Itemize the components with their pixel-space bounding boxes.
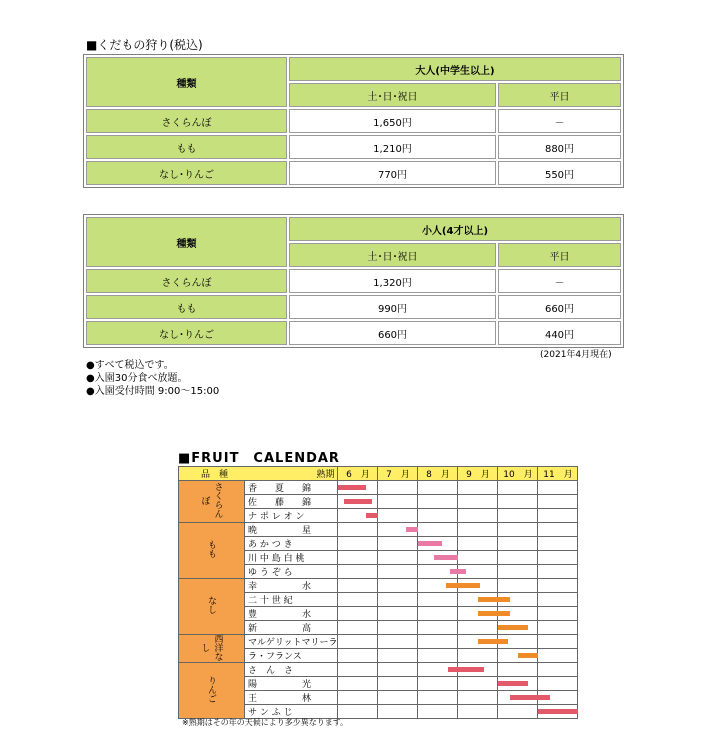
month-cell bbox=[498, 537, 538, 551]
month-cell bbox=[538, 551, 578, 565]
month-cell bbox=[458, 565, 498, 579]
season-bar bbox=[478, 639, 498, 644]
note-item: ●入園受付時間 9:00～15:00 bbox=[86, 386, 220, 397]
month-cell bbox=[458, 705, 498, 719]
month-cell bbox=[338, 677, 378, 691]
month-cell bbox=[458, 691, 498, 705]
season-bar bbox=[510, 695, 538, 700]
table-row bbox=[86, 269, 621, 293]
month-cell bbox=[378, 635, 418, 649]
month-cell bbox=[378, 523, 418, 537]
month-cell bbox=[498, 551, 538, 565]
weekend-price: 990円 bbox=[289, 295, 496, 319]
season-bar bbox=[478, 597, 498, 602]
child-price-table bbox=[83, 214, 624, 348]
month-cell bbox=[498, 691, 538, 705]
month-cell bbox=[498, 663, 538, 677]
month-cell bbox=[498, 495, 538, 509]
month-cell bbox=[498, 621, 538, 635]
table-row bbox=[86, 295, 621, 319]
month-cell bbox=[498, 677, 538, 691]
month-cell bbox=[538, 691, 578, 705]
month-cell bbox=[378, 649, 418, 663]
season-bar bbox=[458, 583, 480, 588]
month-cell bbox=[418, 523, 458, 537]
child-group-header: 小人(4才以上) bbox=[289, 217, 621, 241]
fruit-group-label: さくらんぼ bbox=[199, 482, 223, 518]
month-cell bbox=[338, 565, 378, 579]
weekend-price: 1,320円 bbox=[289, 269, 496, 293]
month-cell bbox=[378, 621, 418, 635]
table-row bbox=[86, 109, 621, 133]
fruit-group-label: なし bbox=[206, 596, 216, 614]
season-bar bbox=[434, 555, 458, 560]
month-cell bbox=[378, 551, 418, 565]
month-cell bbox=[538, 705, 578, 719]
month-cell bbox=[538, 607, 578, 621]
month-cell bbox=[538, 537, 578, 551]
month-cell bbox=[418, 649, 458, 663]
month-cell bbox=[458, 607, 498, 621]
month-header: 6 月 bbox=[338, 467, 378, 481]
month-cell bbox=[458, 579, 498, 593]
month-cell bbox=[538, 621, 578, 635]
month-cell bbox=[418, 677, 458, 691]
month-cell bbox=[458, 663, 498, 677]
month-cell bbox=[338, 635, 378, 649]
month-cell bbox=[338, 537, 378, 551]
note-item: ●入園30分食べ放題。 bbox=[86, 373, 188, 384]
month-cell bbox=[538, 593, 578, 607]
month-cell bbox=[338, 481, 378, 495]
weekday-price: － bbox=[498, 269, 621, 293]
month-header: 8 月 bbox=[418, 467, 458, 481]
month-cell bbox=[338, 649, 378, 663]
season-bar bbox=[448, 667, 458, 672]
month-cell bbox=[538, 509, 578, 523]
month-cell bbox=[498, 593, 538, 607]
season-bar bbox=[538, 709, 578, 714]
month-cell bbox=[458, 635, 498, 649]
month-cell bbox=[378, 607, 418, 621]
month-cell bbox=[418, 621, 458, 635]
note-item: ●すべて税込です。 bbox=[86, 360, 174, 371]
fruit-name: もも bbox=[86, 295, 287, 319]
weekday-price: 440円 bbox=[498, 321, 621, 345]
calendar-title: ■FRUIT CALENDAR bbox=[178, 451, 340, 466]
variety-name: 二 十 世 紀 bbox=[245, 593, 338, 607]
fruit-name: なし･りんご bbox=[86, 321, 287, 345]
month-cell bbox=[458, 677, 498, 691]
weekend-price: 770円 bbox=[289, 161, 496, 185]
month-cell bbox=[378, 481, 418, 495]
month-cell bbox=[538, 523, 578, 537]
season-bar bbox=[418, 541, 442, 546]
fruit-calendar bbox=[178, 466, 578, 719]
month-header: 7 月 bbox=[378, 467, 418, 481]
month-cell bbox=[498, 649, 538, 663]
season-bar bbox=[458, 569, 466, 574]
weekday-price: － bbox=[498, 109, 621, 133]
month-cell bbox=[538, 649, 578, 663]
month-cell bbox=[538, 635, 578, 649]
month-cell bbox=[458, 551, 498, 565]
variety-name: ゆ う ぞ ら bbox=[245, 565, 338, 579]
variety-name: 王 林 bbox=[245, 691, 338, 705]
fruit-group bbox=[179, 579, 245, 635]
month-cell bbox=[378, 537, 418, 551]
calendar-header-variety bbox=[179, 467, 338, 481]
type-header: 種類 bbox=[86, 57, 287, 107]
variety-name: さ ん さ bbox=[245, 663, 338, 677]
month-cell bbox=[418, 635, 458, 649]
season-bar bbox=[406, 527, 418, 532]
month-cell bbox=[458, 593, 498, 607]
table-row bbox=[86, 321, 621, 345]
calendar-row bbox=[179, 523, 578, 537]
fruit-group bbox=[179, 635, 245, 663]
weekend-price: 1,650円 bbox=[289, 109, 496, 133]
table-row bbox=[86, 135, 621, 159]
fruit-name: なし･りんご bbox=[86, 161, 287, 185]
month-cell bbox=[378, 579, 418, 593]
month-cell bbox=[418, 663, 458, 677]
fruit-group bbox=[179, 663, 245, 719]
month-cell bbox=[498, 523, 538, 537]
month-cell bbox=[498, 509, 538, 523]
month-cell bbox=[378, 663, 418, 677]
season-bar bbox=[344, 499, 372, 504]
month-cell bbox=[338, 579, 378, 593]
month-cell bbox=[498, 635, 538, 649]
month-cell bbox=[378, 705, 418, 719]
month-cell bbox=[378, 509, 418, 523]
weekday-price: 880円 bbox=[498, 135, 621, 159]
month-cell bbox=[338, 523, 378, 537]
month-cell bbox=[338, 621, 378, 635]
weekday-price: 660円 bbox=[498, 295, 621, 319]
table-row bbox=[86, 161, 621, 185]
month-cell bbox=[418, 509, 458, 523]
month-cell bbox=[418, 551, 458, 565]
weekend-price: 1,210円 bbox=[289, 135, 496, 159]
month-cell bbox=[538, 495, 578, 509]
season-bar bbox=[538, 695, 550, 700]
weekend-header: 土･日･祝日 bbox=[289, 243, 496, 267]
month-cell bbox=[458, 481, 498, 495]
month-cell bbox=[458, 495, 498, 509]
calendar-row bbox=[179, 579, 578, 593]
month-cell bbox=[418, 705, 458, 719]
season-bar bbox=[366, 513, 378, 518]
season-bar bbox=[498, 681, 528, 686]
month-cell bbox=[338, 593, 378, 607]
fruit-group bbox=[179, 481, 245, 523]
variety-name: 香 夏 錦 bbox=[245, 481, 338, 495]
weekday-price: 550円 bbox=[498, 161, 621, 185]
month-cell bbox=[538, 677, 578, 691]
weekend-header: 土･日･祝日 bbox=[289, 83, 496, 107]
month-cell bbox=[418, 579, 458, 593]
month-cell bbox=[538, 481, 578, 495]
month-cell bbox=[458, 621, 498, 635]
season-label: 熟期 bbox=[316, 470, 335, 480]
season-bar bbox=[478, 611, 498, 616]
variety-name: 佐 藤 錦 bbox=[245, 495, 338, 509]
month-cell bbox=[538, 579, 578, 593]
variety-name: 幸 水 bbox=[245, 579, 338, 593]
month-cell bbox=[538, 663, 578, 677]
month-cell bbox=[338, 509, 378, 523]
month-header: 11 月 bbox=[538, 467, 578, 481]
season-bar bbox=[458, 667, 484, 672]
page-title: ■くだもの狩り(税込) bbox=[86, 38, 203, 52]
month-cell bbox=[498, 607, 538, 621]
season-bar bbox=[498, 597, 510, 602]
month-cell bbox=[338, 607, 378, 621]
fruit-group-label: もも bbox=[206, 540, 216, 558]
calendar-note: ※熟期はその年の天候により多少異なります。 bbox=[182, 718, 349, 727]
variety-name: あ か つ き bbox=[245, 537, 338, 551]
notes-list bbox=[86, 359, 219, 398]
month-cell bbox=[458, 649, 498, 663]
month-cell bbox=[498, 565, 538, 579]
month-cell bbox=[378, 677, 418, 691]
variety-name: 晩 星 bbox=[245, 523, 338, 537]
month-cell bbox=[418, 537, 458, 551]
month-cell bbox=[418, 481, 458, 495]
month-cell bbox=[338, 551, 378, 565]
weekend-price: 660円 bbox=[289, 321, 496, 345]
variety-name: 豊 水 bbox=[245, 607, 338, 621]
fruit-group-label: りんご bbox=[206, 675, 216, 703]
season-bar bbox=[518, 653, 538, 658]
fruit-name: もも bbox=[86, 135, 287, 159]
month-cell bbox=[418, 495, 458, 509]
fruit-name: さくらんぼ bbox=[86, 269, 287, 293]
date-note: (2021年4月現在) bbox=[540, 350, 612, 360]
month-cell bbox=[498, 705, 538, 719]
month-cell bbox=[378, 593, 418, 607]
month-cell bbox=[338, 495, 378, 509]
variety-name: 新 高 bbox=[245, 621, 338, 635]
fruit-group bbox=[179, 523, 245, 579]
weekday-header: 平日 bbox=[498, 83, 621, 107]
month-cell bbox=[498, 579, 538, 593]
month-cell bbox=[498, 481, 538, 495]
season-bar bbox=[498, 639, 508, 644]
month-cell bbox=[538, 565, 578, 579]
variety-label: 品 種 bbox=[201, 470, 229, 480]
fruit-name: さくらんぼ bbox=[86, 109, 287, 133]
adult-group-header: 大人(中学生以上) bbox=[289, 57, 621, 81]
month-cell bbox=[458, 509, 498, 523]
variety-name: ラ・フランス bbox=[245, 649, 338, 663]
variety-name: マルゲリットマリーラ bbox=[245, 635, 338, 649]
month-cell bbox=[458, 523, 498, 537]
adult-price-table bbox=[83, 54, 624, 188]
month-cell bbox=[378, 565, 418, 579]
month-cell bbox=[458, 537, 498, 551]
season-bar bbox=[338, 485, 366, 490]
calendar-row bbox=[179, 481, 578, 495]
calendar-row bbox=[179, 635, 578, 649]
variety-name: 陽 光 bbox=[245, 677, 338, 691]
month-cell bbox=[418, 607, 458, 621]
month-header: 9 月 bbox=[458, 467, 498, 481]
month-cell bbox=[338, 663, 378, 677]
variety-name: 川 中 島 白 桃 bbox=[245, 551, 338, 565]
type-header: 種類 bbox=[86, 217, 287, 267]
season-bar bbox=[498, 625, 528, 630]
fruit-group-label: 西洋なし bbox=[199, 633, 223, 661]
variety-name: ナ ポ レ オ ン bbox=[245, 509, 338, 523]
month-cell bbox=[378, 691, 418, 705]
month-cell bbox=[338, 691, 378, 705]
variety-name: サ ン ふ じ bbox=[245, 705, 338, 719]
weekday-header: 平日 bbox=[498, 243, 621, 267]
season-bar bbox=[498, 611, 510, 616]
month-header: 10 月 bbox=[498, 467, 538, 481]
month-cell bbox=[418, 593, 458, 607]
calendar-row bbox=[179, 663, 578, 677]
month-cell bbox=[418, 565, 458, 579]
month-cell bbox=[418, 691, 458, 705]
month-cell bbox=[378, 495, 418, 509]
season-bar bbox=[446, 583, 458, 588]
